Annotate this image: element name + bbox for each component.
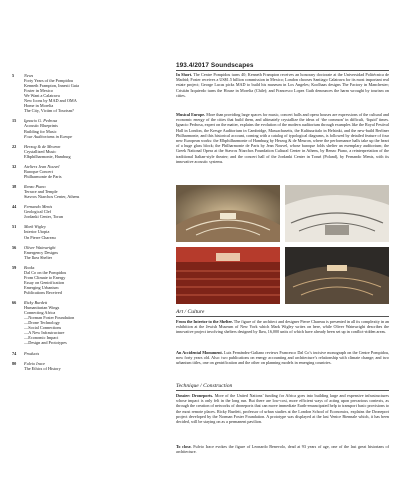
toc-entry: [12, 204, 140, 219]
toc-entry-line: Home in Morelia: [24, 103, 54, 109]
toc-entry-heading: Ricky Burdett: [24, 300, 48, 306]
article-accidental-monument-text: Luis Fernández-Galiano reviews Francesco Dal Co’s incisive monograph on the Centre Pompidou, now forty years old. Also: two publications on energy accounting and architecture’s relationship with climate change; and two urbanism titles, one on gentrification and the other on planning models in emerging countries.: [176, 350, 389, 366]
article-to-close-title: To close.: [176, 444, 192, 449]
table-of-contents: [12, 73, 140, 371]
toc-entry-heading: Renzo Piano: [24, 184, 46, 190]
toc-entry: [12, 245, 140, 260]
toc-page-number: 56: [12, 244, 17, 250]
toc-page-number: 22: [12, 143, 17, 149]
toc-page-number: 32: [12, 163, 17, 169]
toc-entry: [12, 164, 140, 179]
toc-entry-heading: Ateliers Jean Nouvel: [24, 163, 60, 169]
toc-page-number: 44: [12, 204, 17, 210]
header-rule: [176, 70, 389, 71]
toc-entry: [12, 361, 140, 371]
toc-entry-heading: Fernando Menis: [24, 204, 53, 210]
toc-entry-line: Geological Clef: [24, 209, 52, 215]
article-interior-shelter-title: From the Interior to the Shelter.: [176, 319, 233, 324]
toc-entry-line: —Economic Impact: [24, 335, 59, 341]
article-in-short: [176, 72, 389, 98]
toc-page-number: 80: [12, 360, 17, 366]
article-in-short-title: In Short.: [176, 72, 193, 77]
toc-page-number: 51: [12, 224, 17, 230]
section-heading-art-culture: Art / Culture: [176, 309, 205, 315]
article-accidental-monument-title: An Accidental Monument.: [176, 350, 223, 355]
toc-entry: [12, 144, 140, 159]
article-droneports-text: More of the United Nations’ funding for Africa goes into building large and expensive infrastructures whose impact is only felt in the long run. But there are low-cost, more efficient ways of acting upon precarious contexts, as through the creation of networks of droneports that can move immediate Earth-emancipated help to transport basic provisions to the most remote places. Ricky Burdett, professor of urban studies at the London School of Economics, explains the Droneport project developed by the Norman Foster Foundation. A prototype was displayed at the last Venice Biennale which, it has been decided, will be staying on as a permanent pavilion.: [176, 393, 389, 425]
toc-entry-heading: Fulvio Irace: [24, 360, 46, 366]
toc-entry-line: —Drone Technology: [24, 320, 60, 326]
section-rule-tech: [176, 390, 389, 391]
toc-entry-line: Essay on Gentrification: [24, 279, 65, 285]
toc-entry: [12, 118, 140, 133]
toc-entry-line: Kenneth Frampton, Innesti Guia: [24, 83, 80, 89]
article-accidental-monument: [176, 350, 389, 366]
toc-entry-line: The City, Victim of Tourism?: [24, 108, 74, 114]
toc-entry-line: Emerging Urbanism: [24, 284, 59, 290]
toc-entry: [12, 224, 140, 239]
toc-page-number: 66: [12, 300, 17, 306]
image-hall-4: [285, 247, 389, 304]
concert-hall-images: [176, 185, 389, 304]
toc-entry-heading: Herzog & de Meuron: [24, 143, 61, 149]
toc-entry-line: Elbphilharmonie, Hamburg: [24, 153, 71, 159]
toc-entry: [12, 184, 140, 199]
toc-page-number: 38: [12, 184, 17, 190]
article-droneports-title: Dossier: Droneports.: [176, 393, 214, 398]
toc-entry-line: Jordanki Center, Torun: [24, 214, 63, 220]
toc-entry-heading: Oliver Wainwright: [24, 244, 56, 250]
toc-entry-line: We Want a Calatrava: [24, 93, 60, 99]
article-to-close: [176, 444, 389, 454]
article-to-close-text: Fulvio Irace evokes the figure of Leonardo Benevolo, dead at 93 years of age, one of the last great historians of architecture.: [176, 444, 390, 455]
toc-entry: [12, 134, 140, 139]
toc-entry-line: From Climate to Energy: [24, 274, 66, 280]
section-rule-art: [176, 316, 389, 317]
toc-page-number: 74: [12, 350, 17, 356]
toc-entry-line: —Norman Foster Foundation: [24, 315, 75, 321]
toc-entry-line: Baroque Concert: [24, 168, 53, 174]
toc-entry: [12, 265, 140, 295]
image-hall-1: [176, 185, 280, 242]
toc-entry: [12, 73, 140, 113]
issue-header: 193.4/2017 Soundscapes: [176, 62, 254, 69]
toc-entry-line: Connecting Africa: [24, 310, 56, 316]
toc-entry-heading: Books: [24, 264, 35, 270]
toc-entry-heading: Four Auditoriums in Europe: [24, 133, 73, 139]
article-in-short-text: The Centre Pompidou turns 40; Kenneth Frampton receives an honorary doctorate at the Universidad Politécnica de Madrid; Foster receives a US$1.5 billion commission in Mexico; London chooses Santiago Calatrava for its most important real estate project; George Lucas picks MAD to build his museum in Los Angeles; Koolhaas designs The Factory in Manchester; Cristián Izquierdo turns the House in Morelia (Chile); and Francesco Lopez Guth denounces the harm wrought by tourism on cities.: [176, 72, 389, 98]
toc-entry-line: Crystallized Music: [24, 148, 57, 154]
toc-entry-line: Humanitarian Wings: [24, 305, 60, 311]
toc-page-number: 5: [12, 73, 15, 78]
toc-page-number: 59: [12, 264, 17, 270]
toc-entry: [12, 351, 140, 356]
toc-entry-line: Forty Years of the Pompidou: [24, 78, 73, 84]
toc-entry-line: Building for Music: [24, 128, 57, 134]
image-hall-2: [285, 185, 389, 242]
toc-entry-heading: News: [24, 73, 34, 78]
toc-entry-line: Emergency Designs: [24, 249, 59, 255]
toc-page-number: 15: [12, 118, 17, 124]
toc-entry-heading: Ignacio G. Pedrosa: [24, 118, 58, 124]
section-heading-technique: Technique / Construction: [176, 383, 233, 389]
toc-entry-line: New Icons by MAD and OMA: [24, 98, 77, 104]
article-interior-shelter-text: The figure of the architect and designer Pierre Chareau is presented in all its complexity in an exhibition at the Jewish Museum of New York which Mark Wigley writes on here, while Oliver Wainwright describes the innovative project involving shelters designed by Ikea, 16,000 units of which have already been set up in conflict-ridden areas.: [176, 319, 390, 335]
toc-entry-line: The Ethics of History: [24, 365, 61, 371]
toc-entry-line: —Design and Prototypes: [24, 340, 67, 346]
toc-entry-line: On Pierre Chareau: [24, 234, 56, 240]
toc-entry-line: Stavros Niarchos Center, Athens: [24, 194, 80, 200]
toc-entry-line: —A New Infrastructure: [24, 330, 65, 336]
toc-entry-line: Publications Received: [24, 290, 62, 296]
article-musical-europe-text: More than providing large spaces for music, concert halls and opera houses are expressions of the cultural and economic energy of the cities that build them, and ultimately crystallize the ideas of ‘the common’ in difficult, ‘liquid’ times. Ignacio Pedrosa, expert on the matter, explains the evolution of the modern auditorium through examples like the Royal Festival Hall in London, the Kresge Auditorium in Cambridge, Massachusetts, the Kulttuuritalo in Helsinki, and the new-build Berliner Philharmonie, and this historical account, coming with a catalog of typological diagrams, is followed by detailed feature of four new European works: the Elbphilharmonie of Hamburg by Herzog & de Meuron, where the performance halls take up the heart of a huge glass block; the Philharmonie de Paris by Jean Nouvel, whose baroque folds shelter an exemplary auditorium; the Greek National Opera at the Stavros Niarchos Foundation Cultural Center in Athens, by Renzo Piano, a reinterpretation of the traditional Italian-style theater; and the concert hall of the Jordanki Center in Toruń (Poland), by Fernando Menis, with its innovative acoustic systems.: [176, 112, 389, 164]
article-musical-europe-title: Musical Europe.: [176, 112, 206, 117]
toc-entry-line: The Ikea Shelter: [24, 254, 53, 260]
toc-entry: [12, 300, 140, 345]
toc-entry-line: Interior Utopia: [24, 229, 50, 235]
toc-entry-line: —Social Connections: [24, 325, 62, 331]
toc-entry-heading: Products: [24, 350, 40, 356]
image-hall-3: [176, 247, 280, 304]
toc-entry-line: Dal Co on the Pompidou: [24, 269, 67, 275]
toc-entry-line: Philharmonie de Paris: [24, 173, 62, 179]
toc-entry-line: Acoustic Blueprints: [24, 123, 58, 129]
article-interior-shelter: [176, 319, 389, 335]
toc-entry-line: Terrace and Temple: [24, 189, 58, 195]
toc-entry-heading: Mark Wigley: [24, 224, 46, 230]
article-droneports: [176, 393, 389, 424]
toc-entry-line: Foster in Mexico: [24, 88, 54, 94]
article-musical-europe: [176, 112, 389, 164]
